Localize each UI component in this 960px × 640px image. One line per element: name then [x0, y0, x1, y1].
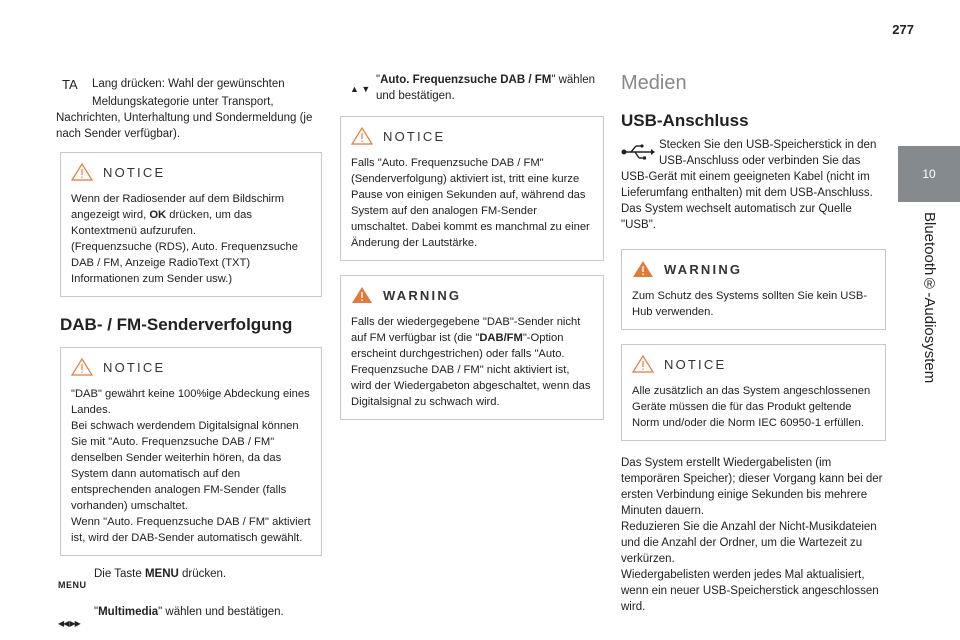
usb-icon [621, 141, 655, 163]
notice-text: Falls "Auto. Frequenzsuche DAB / FM" (Senderverfolgung) aktiviert ist, tritt eine kurze Pause von einigen Sekunden auf, während das System auf den analogen FM-Sender umschaltet. Dabei kommt es manchmal zu einer Änderung der Lautstärke. [351, 157, 590, 249]
notice-warning-icon [632, 355, 654, 373]
usb-text-line1: Stecken Sie den USB-Speicherstick in den [659, 139, 877, 151]
usb-text-line2: USB-Anschluss oder verbinden Sie das [659, 155, 861, 167]
warning-text: Falls der wiedergegebene "DAB"-Sender nicht auf FM verfügbar ist (die "DAB/FM"-Option erscheint durchgestrichen) oder falls "Auto. Frequenzsuche DAB / FM" nicht aktiviert ist, wird der Wiedergabeton abgeschaltet, wenn das Digitalsignal zu schwach wird. [351, 316, 591, 408]
notice-warning-icon [351, 127, 373, 145]
warning-icon [632, 260, 654, 278]
notice-title: NOTICE [103, 359, 166, 375]
menu-icon: MENU [58, 580, 87, 590]
warning-icon [351, 286, 373, 304]
up-down-arrows-icon: ▲ ▼ [350, 84, 371, 94]
playlist-para3: Wiedergabelisten werden jedes Mal aktualisiert, wenn ein neuer USB-Speicherstick angeschlossen wird. [621, 569, 879, 613]
notice-text: Wenn der Radiosender auf dem Bildschirm angezeigt wird, OK drücken, um das Kontextmenü aufzurufen. [71, 193, 285, 237]
warning-text: Zum Schutz des Systems sollten Sie kein USB-Hub verwenden. [632, 290, 868, 318]
ta-icon: TA [62, 76, 78, 92]
chapter-tab: 10 [898, 146, 960, 202]
playlist-info [621, 455, 886, 615]
warning-box-usb-hub [621, 249, 886, 330]
notice-text: Wenn "Auto. Frequenzsuche DAB / FM" aktiviert ist, wird der DAB-Sender automatisch gewählt. [71, 516, 311, 544]
ta-text-line1: Lang drücken: Wahl der gewünschten [92, 78, 285, 90]
select-dab-fm-instruction: ▲ ▼ "Auto. Frequenzsuche DAB / FM" wählen und bestätigen. [340, 72, 604, 106]
playlist-para1: Das System erstellt Wiedergabelisten (im temporären Speicher); dieser Vorgang kann bei der ersten Verbindung einige Sekunden bis mehrere Minuten dauern. [621, 457, 883, 517]
page-number: 277 [892, 22, 914, 37]
notice-text: Alle zusätzlich an das System angeschlossenen Geräte müssen die für das Produkt geltende Norm und/oder die Norm IEC 60950-1 erfüllen. [632, 385, 871, 429]
notice-warning-icon [71, 163, 93, 181]
chapter-title: Bluetooth®-Audiosystem [921, 212, 938, 384]
menu-instruction: MENU Die Taste MENU drücken. [58, 566, 322, 594]
multimedia-instruction: ◀◀ ▶▶ "Multimedia" wählen und bestätigen. [58, 604, 322, 632]
notice-title: NOTICE [103, 164, 166, 180]
warning-title: WARNING [383, 287, 462, 303]
notice-box-context-menu [60, 152, 322, 297]
notice-warning-icon [71, 358, 93, 376]
seek-arrows-icon: ◀◀ ▶▶ [58, 618, 80, 628]
notice-title: NOTICE [664, 356, 727, 372]
section-title-dab-fm: DAB- / FM-Senderverfolgung [60, 315, 293, 334]
usb-instruction [621, 137, 886, 233]
notice-title: NOTICE [383, 128, 446, 144]
playlist-para2: Reduzieren Sie die Anzahl der Nicht-Musikdateien und die Anzahl der Ordner, um die Wartezeit zu verkürzen. [621, 521, 877, 565]
ta-instruction [56, 72, 322, 142]
warning-box-dab-fm [340, 275, 604, 420]
section-heading-medien: Medien [621, 72, 687, 94]
column-left [56, 72, 322, 632]
column-right [621, 72, 886, 615]
notice-box-dab [60, 347, 322, 556]
notice-text: "DAB" gewährt keine 100%ige Abdeckung eines Landes. [71, 388, 310, 416]
column-middle [340, 72, 604, 420]
notice-text: Bei schwach werdendem Digitalsignal können Sie mit "Auto. Frequenzsuche DAB / FM" denselben Sender weiterhin hören, da das System dann automatisch auf den entsprechenden analogen FM-Sender (falls vorhanden) umschaltet. [71, 420, 299, 512]
warning-title: WARNING [664, 261, 743, 277]
section-title-usb: USB-Anschluss [621, 111, 749, 130]
usb-text-rest: USB-Gerät mit einem geeigneten Kabel (nicht im Lieferumfang enthalten) mit dem USB-Anschluss. [621, 171, 873, 199]
notice-box-senderverfolgung [340, 116, 604, 261]
notice-box-norm [621, 344, 886, 441]
usb-text-rest2: Das System wechselt automatisch zur Quelle "USB". [621, 203, 852, 231]
ta-text-line2: Meldungskategorie unter Transport, Nachrichten, Unterhaltung und Sondermeldung (je nach Sender verfügbar). [56, 96, 313, 140]
notice-text-details: (Frequenzsuche (RDS), Auto. Frequenzsuche DAB / FM, Anzeige RadioText (TXT) Informationen zum Sender usw.) [71, 241, 298, 285]
